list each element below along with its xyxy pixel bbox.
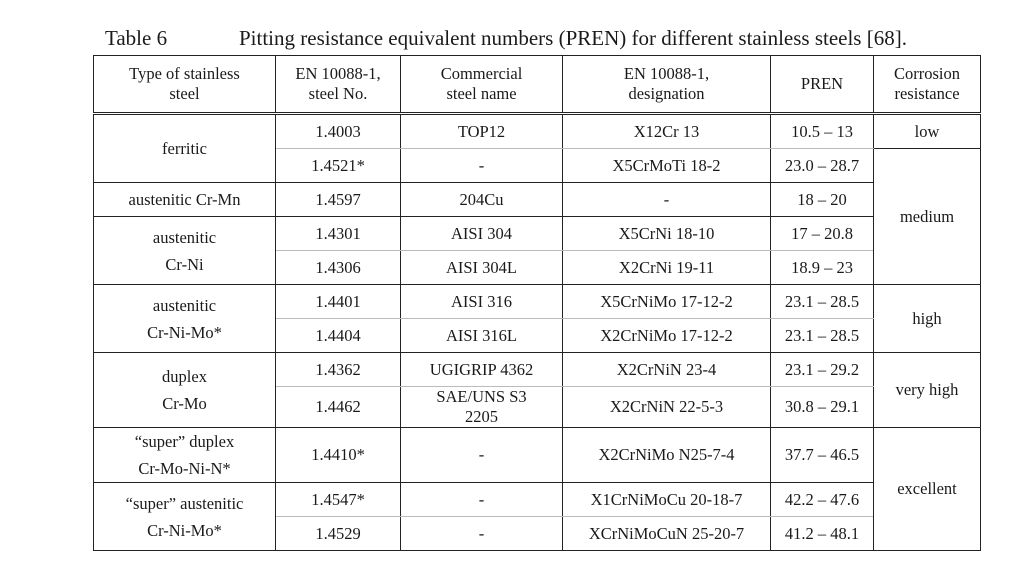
cell-steel-no: 1.4462 (276, 387, 401, 428)
cell-commercial: - (401, 517, 563, 551)
table-caption (105, 26, 1005, 51)
cell-steel-no: 1.4521* (276, 149, 401, 183)
cell-designation: X2CrNiN 22-5-3 (563, 387, 771, 428)
cell-pren: 18.9 – 23 (771, 251, 874, 285)
cell-commercial: AISI 304L (401, 251, 563, 285)
resistance-high: high (874, 285, 981, 353)
cell-designation: X1CrNiMoCu 20-18-7 (563, 483, 771, 517)
header-designation: EN 10088-1, designation (563, 56, 771, 114)
resistance-excellent: excellent (874, 428, 981, 551)
table-row (94, 483, 981, 517)
cell-steel-no: 1.4410* (276, 428, 401, 483)
cell-pren: 30.8 – 29.1 (771, 387, 874, 428)
cell-commercial: - (401, 483, 563, 517)
group-austenitic-cr-ni: austenitic Cr-Ni (94, 217, 276, 285)
cell-pren: 23.1 – 28.5 (771, 319, 874, 353)
cell-steel-no: 1.4003 (276, 114, 401, 149)
header-type: Type of stainless steel (94, 56, 276, 114)
group-austenitic-cr-ni-mo: austenitic Cr-Ni-Mo* (94, 285, 276, 353)
group-super-austenitic: “super” austenitic Cr-Ni-Mo* (94, 483, 276, 551)
cell-pren: 23.0 – 28.7 (771, 149, 874, 183)
header-steel-no: EN 10088-1, steel No. (276, 56, 401, 114)
cell-designation: X5CrNiMo 17-12-2 (563, 285, 771, 319)
table-row (94, 285, 981, 319)
cell-commercial: UGIGRIP 4362 (401, 353, 563, 387)
cell-commercial: SAE/UNS S3 2205 (401, 387, 563, 428)
cell-commercial: AISI 316L (401, 319, 563, 353)
cell-pren: 10.5 – 13 (771, 114, 874, 149)
cell-designation: X2CrNiN 23-4 (563, 353, 771, 387)
cell-commercial: AISI 304 (401, 217, 563, 251)
cell-pren: 23.1 – 29.2 (771, 353, 874, 387)
table-label: Table 6 (105, 26, 168, 50)
cell-designation: X12Cr 13 (563, 114, 771, 149)
cell-commercial: 204Cu (401, 183, 563, 217)
cell-pren: 23.1 – 28.5 (771, 285, 874, 319)
table-row (94, 217, 981, 251)
cell-steel-no: 1.4547* (276, 483, 401, 517)
table-row (94, 353, 981, 387)
cell-designation: X2CrNiMo 17-12-2 (563, 319, 771, 353)
resistance-very-high: very high (874, 353, 981, 428)
cell-pren: 18 – 20 (771, 183, 874, 217)
cell-designation: - (563, 183, 771, 217)
resistance-medium: medium (874, 149, 981, 285)
cell-pren: 37.7 – 46.5 (771, 428, 874, 483)
cell-designation: X5CrMoTi 18-2 (563, 149, 771, 183)
table-row (94, 428, 981, 483)
cell-pren: 42.2 – 47.6 (771, 483, 874, 517)
group-ferritic: ferritic (94, 114, 276, 183)
cell-designation: X5CrNi 18-10 (563, 217, 771, 251)
cell-pren: 17 – 20.8 (771, 217, 874, 251)
cell-commercial: TOP12 (401, 114, 563, 149)
cell-steel-no: 1.4597 (276, 183, 401, 217)
cell-steel-no: 1.4301 (276, 217, 401, 251)
group-duplex: duplex Cr-Mo (94, 353, 276, 428)
cell-steel-no: 1.4401 (276, 285, 401, 319)
cell-commercial: - (401, 149, 563, 183)
cell-commercial: AISI 316 (401, 285, 563, 319)
cell-steel-no: 1.4404 (276, 319, 401, 353)
cell-commercial: - (401, 428, 563, 483)
header-pren: PREN (771, 56, 874, 114)
pren-table (93, 55, 981, 551)
table-row (94, 183, 981, 217)
cell-designation: XCrNiMoCuN 25-20-7 (563, 517, 771, 551)
group-austenitic-cr-mn: austenitic Cr-Mn (94, 183, 276, 217)
cell-steel-no: 1.4529 (276, 517, 401, 551)
cell-pren: 41.2 – 48.1 (771, 517, 874, 551)
header-corrosion: Corrosion resistance (874, 56, 981, 114)
header-commercial: Commercial steel name (401, 56, 563, 114)
cell-designation: X2CrNiMo N25-7-4 (563, 428, 771, 483)
resistance-low: low (874, 114, 981, 149)
header-row (94, 56, 981, 114)
group-super-duplex: “super” duplex Cr-Mo-Ni-N* (94, 428, 276, 483)
cell-designation: X2CrNi 19-11 (563, 251, 771, 285)
table-row (94, 114, 981, 149)
table-title: Pitting resistance equivalent numbers (PREN) for different stainless steels [68]. (239, 26, 907, 50)
cell-steel-no: 1.4362 (276, 353, 401, 387)
cell-steel-no: 1.4306 (276, 251, 401, 285)
